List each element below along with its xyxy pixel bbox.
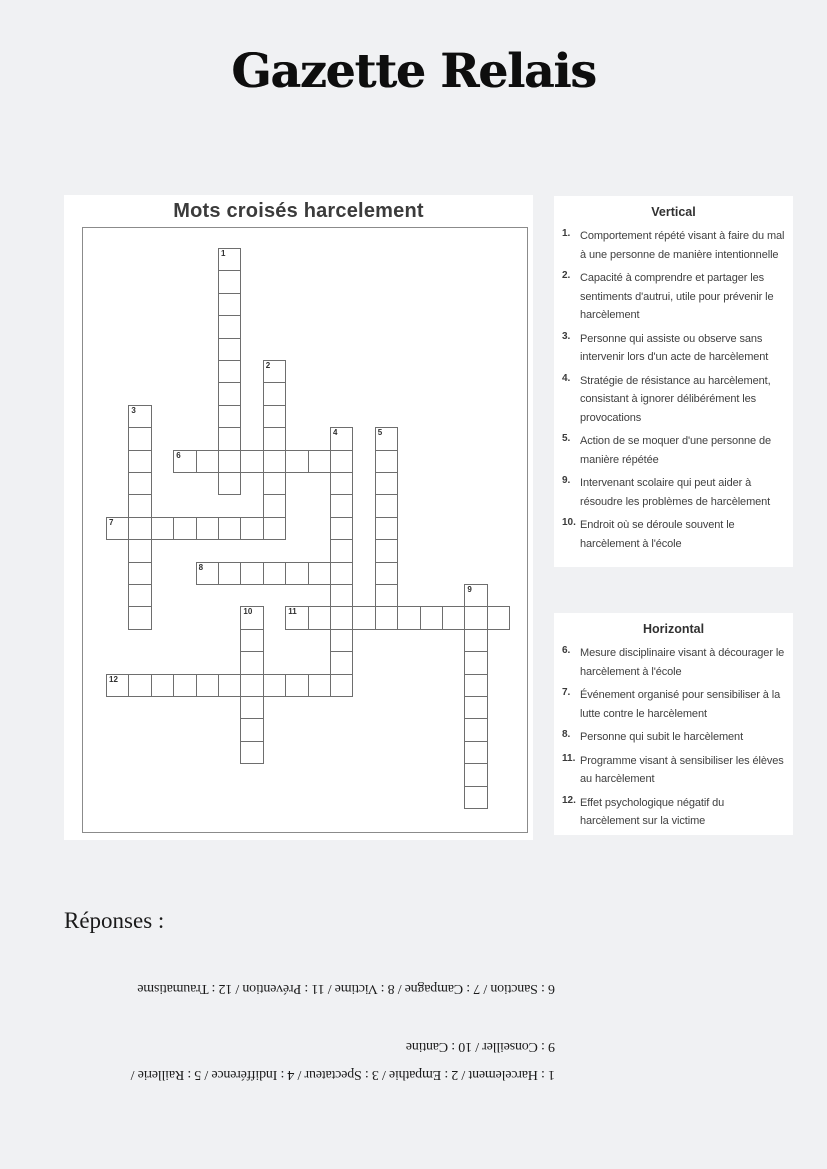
crossword-cell xyxy=(128,674,151,697)
crossword-cell xyxy=(285,562,308,585)
clue-number: 6. xyxy=(562,645,571,656)
clue-text: Événement organisé pour sensibiliser à la lutte contre le harcèlement xyxy=(580,689,781,720)
crossword-cell xyxy=(464,651,487,674)
crossword-cell-number: 7 xyxy=(109,517,114,527)
crossword-cell xyxy=(218,427,241,450)
crossword-cell xyxy=(240,718,263,741)
crossword-cell-number: 6 xyxy=(176,450,181,460)
crossword-cell xyxy=(375,562,398,585)
clue-number: 8. xyxy=(562,729,571,740)
crossword-cell xyxy=(263,494,286,517)
clue-number: 4. xyxy=(562,372,571,384)
vertical-clue-item xyxy=(562,432,785,469)
crossword-cell xyxy=(240,674,263,697)
crossword-cell xyxy=(330,629,353,652)
crossword-cell-number: 10 xyxy=(243,607,253,617)
crossword-cell xyxy=(375,584,398,607)
crossword-cell-number: 9 xyxy=(467,585,472,594)
crossword-cell xyxy=(375,472,398,495)
crossword-cell xyxy=(464,674,487,697)
crossword-cell xyxy=(330,674,353,697)
clue-number: 1. xyxy=(562,228,571,239)
crossword-panel xyxy=(64,195,533,840)
crossword-cell xyxy=(375,539,398,562)
vertical-clues-title: Vertical xyxy=(651,205,696,219)
crossword-cell xyxy=(106,674,129,697)
crossword-cell xyxy=(375,517,398,540)
crossword-cell xyxy=(464,606,487,629)
crossword-cell xyxy=(240,450,263,473)
crossword-cell xyxy=(151,674,174,697)
horizontal-clue-item xyxy=(562,644,785,681)
crossword-cell xyxy=(218,315,241,338)
crossword-cell xyxy=(285,674,308,697)
horizontal-clues-title: Horizontal xyxy=(642,622,705,636)
crossword-cell xyxy=(128,517,151,540)
crossword-cell xyxy=(464,741,487,764)
crossword-cell xyxy=(464,629,487,652)
crossword-cell-number: 8 xyxy=(198,562,204,572)
clue-number: 12. xyxy=(562,794,576,806)
crossword-cell xyxy=(464,696,487,719)
vertical-clue-item xyxy=(562,474,785,511)
crossword-cell xyxy=(218,270,241,293)
crossword-cell xyxy=(330,472,353,495)
crossword-cell-number: 11 xyxy=(288,607,297,617)
crossword-cell xyxy=(442,606,465,629)
clue-text: Capacité à comprendre et partager les sentiments d'autrui, utile pour prévenir le harcèlement xyxy=(580,272,774,321)
clue-text: Personne qui assiste ou observe sans intervenir lors d'un acte de harcèlement xyxy=(580,332,769,363)
clue-text: Stratégie de résistance au harcèlement, consistant à ignorer délibérément les provocations xyxy=(580,374,771,424)
crossword-cell xyxy=(218,360,241,383)
crossword-cell xyxy=(308,674,331,697)
crossword-cell xyxy=(330,427,353,450)
crossword-cell xyxy=(330,562,353,585)
crossword-cell-number: 1 xyxy=(221,249,226,258)
crossword-cell xyxy=(218,517,241,540)
crossword-cell xyxy=(218,674,241,697)
crossword-cell-number: 3 xyxy=(131,405,136,415)
crossword-cell xyxy=(375,450,398,473)
crossword-cell xyxy=(218,450,241,473)
clue-text: Action de se moquer d'une personne de manière répétée xyxy=(580,435,772,466)
crossword-cell xyxy=(173,674,196,697)
crossword-title: Mots croisés harcelement xyxy=(173,200,424,222)
crossword-cell xyxy=(218,293,241,316)
crossword-cell xyxy=(128,606,151,629)
crossword-cell xyxy=(151,517,174,540)
clue-text: Mesure disciplinaire visant à décourager le harcèlement à l'école xyxy=(580,647,785,678)
crossword-cell xyxy=(263,450,286,473)
crossword-cell xyxy=(173,450,196,473)
crossword-cell xyxy=(106,517,129,540)
crossword-cell xyxy=(128,584,151,607)
crossword-cell xyxy=(330,450,353,473)
crossword-cell xyxy=(240,606,263,629)
crossword-cell xyxy=(240,741,263,764)
crossword-cell xyxy=(375,606,398,629)
vertical-clue-item xyxy=(562,227,785,264)
crossword-cell-number: 2 xyxy=(265,361,271,370)
answers-block xyxy=(65,978,555,1084)
crossword-cell xyxy=(196,450,219,473)
vertical-clues-list xyxy=(562,227,785,553)
crossword-cell xyxy=(218,405,241,428)
answers-line-upside-down: 1 : Harcelement / 2 : Empathie / 3 : Spectateur / 4 : Indifférence / 5 : Raillerie / xyxy=(130,1067,555,1082)
crossword-cell xyxy=(218,382,241,405)
crossword-cell xyxy=(128,405,151,428)
clue-number: 10. xyxy=(562,517,576,528)
crossword-cell xyxy=(375,494,398,517)
crossword-cell xyxy=(128,494,151,517)
crossword-cell xyxy=(240,562,263,585)
crossword-cell xyxy=(263,405,286,428)
crossword-cell xyxy=(308,450,331,473)
crossword-cell xyxy=(128,450,151,473)
crossword-cell xyxy=(308,562,331,585)
horizontal-clue-item xyxy=(562,728,785,747)
clue-number: 9. xyxy=(562,475,571,486)
crossword-cell xyxy=(128,539,151,562)
crossword-cell xyxy=(218,338,241,361)
clue-number: 3. xyxy=(562,330,571,342)
clue-number: 11. xyxy=(562,752,576,764)
crossword-cell xyxy=(218,562,241,585)
crossword-cell xyxy=(196,517,219,540)
crossword-cell xyxy=(196,674,219,697)
crossword-cell xyxy=(263,472,286,495)
clue-number: 2. xyxy=(562,270,571,281)
crossword-cell xyxy=(464,718,487,741)
crossword-cell xyxy=(196,562,219,585)
answers-line-upside-down: 9 : Conseiller / 10 : Cantine xyxy=(406,1039,555,1054)
crossword-cell xyxy=(263,562,286,585)
crossword-cell xyxy=(330,517,353,540)
horizontal-clue-item xyxy=(562,794,785,831)
horizontal-clues-list xyxy=(562,644,785,831)
clue-number: 5. xyxy=(562,433,571,444)
answers-label: Réponses : xyxy=(64,908,165,933)
clue-text: Comportement répété visant à faire du mal à une personne de manière intentionnelle xyxy=(580,230,785,261)
crossword-cell xyxy=(352,606,375,629)
clue-number: 7. xyxy=(562,687,571,698)
vertical-clues-panel xyxy=(554,196,793,567)
crossword-cell xyxy=(218,472,241,495)
crossword-cell xyxy=(128,427,151,450)
crossword-cell xyxy=(240,696,263,719)
crossword-cell xyxy=(375,427,398,450)
crossword-cell xyxy=(464,584,487,607)
crossword-cell xyxy=(240,651,263,674)
answers-line-upside-down: 6 : Sanction / 7 : Campagne / 8 : Victime / 11 : Prévention / 12 : Traumatisme xyxy=(137,981,555,996)
page-title: Gazette Relais xyxy=(231,44,596,99)
crossword-cell xyxy=(263,427,286,450)
crossword-cell xyxy=(263,517,286,540)
crossword-cell xyxy=(397,606,420,629)
crossword-cell xyxy=(285,450,308,473)
horizontal-clues-panel xyxy=(554,613,793,835)
crossword-cell xyxy=(263,360,286,383)
vertical-clue-item xyxy=(562,269,785,325)
crossword-cell-number: 5 xyxy=(377,428,383,438)
crossword-cell xyxy=(330,494,353,517)
crossword-cell xyxy=(330,651,353,674)
crossword-cell xyxy=(128,472,151,495)
clue-text: Endroit où se déroule souvent le harcèlement à l'école xyxy=(580,519,735,550)
crossword-cell-number: 4 xyxy=(333,428,338,438)
clue-text: Personne qui subit le harcèlement xyxy=(580,731,744,743)
crossword-cell xyxy=(173,517,196,540)
crossword-cell xyxy=(330,606,353,629)
crossword-cell xyxy=(128,562,151,585)
crossword-cell xyxy=(263,382,286,405)
crossword-cell xyxy=(308,606,331,629)
crossword-cell xyxy=(240,629,263,652)
crossword-cell xyxy=(420,606,443,629)
crossword-cell xyxy=(487,606,510,629)
crossword-cell xyxy=(464,763,487,786)
horizontal-clue-item xyxy=(562,686,785,723)
vertical-clue-item xyxy=(562,516,785,553)
crossword-cell-number: 12 xyxy=(109,674,118,684)
crossword-cell xyxy=(240,517,263,540)
crossword-cell xyxy=(464,786,487,809)
crossword-cell xyxy=(218,248,241,271)
crossword-cell xyxy=(263,674,286,697)
crossword-cell xyxy=(330,584,353,607)
vertical-clue-item xyxy=(562,330,785,367)
clue-text: Programme visant à sensibiliser les élèves au harcèlement xyxy=(580,754,784,785)
crossword-cell xyxy=(330,539,353,562)
horizontal-clue-item xyxy=(562,752,785,789)
crossword-cell xyxy=(285,606,308,629)
clue-text: Effet psychologique négatif du harcèlement sur la victime xyxy=(580,796,725,827)
clue-text: Intervenant scolaire qui peut aider à résoudre les problèmes de harcèlement xyxy=(580,477,771,508)
vertical-clue-item xyxy=(562,372,785,428)
